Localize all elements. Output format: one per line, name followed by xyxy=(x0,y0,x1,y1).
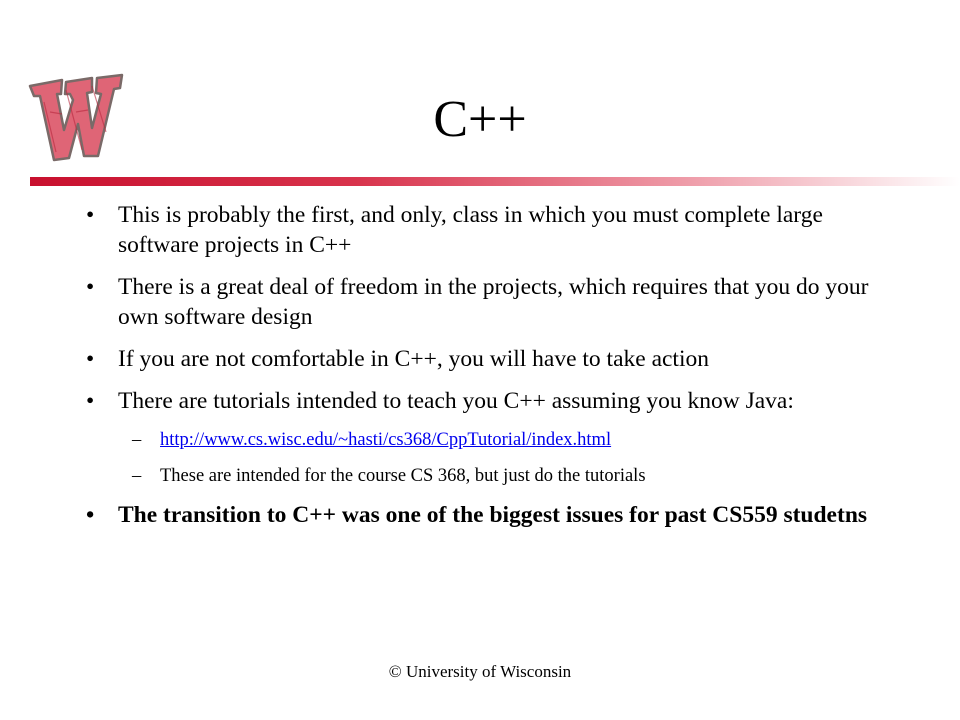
bullet-text: There are tutorials intended to teach you C++ assuming you know Java: xyxy=(118,388,794,414)
sub-text: These are intended for the course CS 368, but just do the tutorials xyxy=(160,466,646,486)
bullet-text: The transition to C++ was one of the biggest issues for past CS559 studetns xyxy=(118,502,868,528)
bullet-dot: • xyxy=(86,388,95,414)
footer-copyright: © University of Wisconsin xyxy=(388,662,572,681)
bullet-dot: • xyxy=(86,202,95,228)
bullet-text: There is a great deal of freedom in the projects, which requires that you do your own software design xyxy=(118,274,869,330)
slide-content xyxy=(86,200,906,542)
sub-dash: – xyxy=(132,430,142,450)
sub-item xyxy=(86,464,906,488)
tutorial-link[interactable]: http://www.cs.wisc.edu/~hasti/cs368/CppTutorial/index.html xyxy=(160,430,612,450)
sub-item xyxy=(86,428,906,452)
bullet-text: This is probably the first, and only, class in which you must complete large software projects in C++ xyxy=(118,202,823,258)
bullet-item xyxy=(86,386,906,416)
bullet-text: If you are not comfortable in C++, you will have to take action xyxy=(118,346,709,372)
bullet-dot: • xyxy=(86,274,95,300)
sub-dash: – xyxy=(132,466,142,486)
bullet-item xyxy=(86,200,906,260)
slide-title: C++ xyxy=(433,91,527,148)
bullet-dot: • xyxy=(86,346,95,372)
bullet-item-emphasis xyxy=(86,500,906,530)
bullet-item xyxy=(86,344,906,374)
title-divider xyxy=(30,177,960,186)
bullet-item xyxy=(86,272,906,332)
bullet-dot: • xyxy=(86,502,95,528)
